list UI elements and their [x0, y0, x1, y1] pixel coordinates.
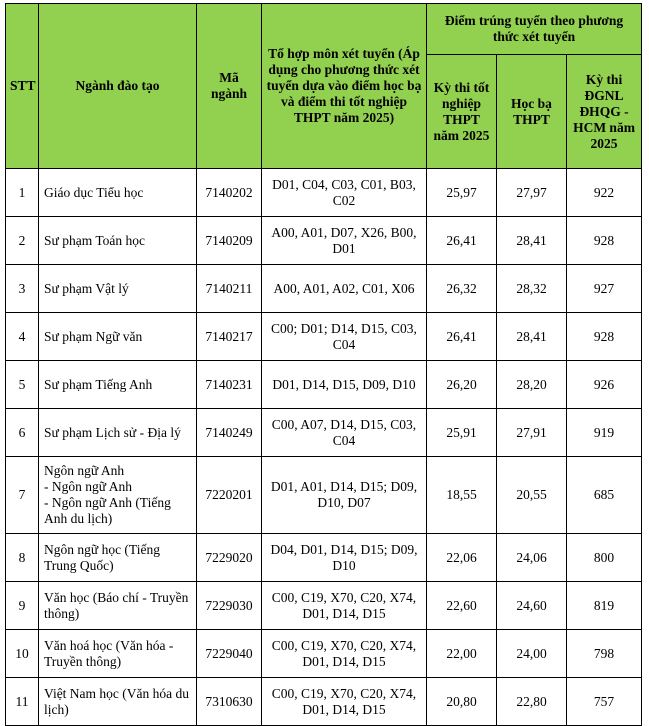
table-row — [6, 169, 642, 217]
cell-major: Việt Nam học (Văn hóa du lịch) — [39, 678, 197, 726]
cell-score-dgnl: 927 — [567, 265, 642, 313]
table-row — [6, 630, 642, 678]
cell-major: Sư phạm Vật lý — [39, 265, 197, 313]
cell-stt: 2 — [6, 217, 39, 265]
cell-combo: C00, C19, X70, C20, X74, D01, D14, D15 — [262, 678, 427, 726]
cell-major: Sư phạm Tiếng Anh — [39, 361, 197, 409]
table-row — [6, 409, 642, 457]
cell-score-thpt: 25,91 — [427, 409, 497, 457]
header-score-dgnl: Kỳ thi ĐGNL ĐHQG - HCM năm 2025 — [567, 55, 642, 169]
cell-score-dgnl: 757 — [567, 678, 642, 726]
table-row — [6, 582, 642, 630]
admission-score-table — [5, 3, 642, 726]
cell-code: 7140217 — [197, 313, 262, 361]
cell-score-hocba: 28,32 — [497, 265, 567, 313]
cell-combo: A00, A01, D07, X26, B00, D01 — [262, 217, 427, 265]
cell-score-hocba: 24,60 — [497, 582, 567, 630]
cell-stt: 4 — [6, 313, 39, 361]
cell-stt: 8 — [6, 534, 39, 582]
cell-code: 7229030 — [197, 582, 262, 630]
cell-combo: D01, A01, D14, D15; D09, D10, D07 — [262, 457, 427, 534]
cell-score-dgnl: 819 — [567, 582, 642, 630]
cell-score-hocba: 24,06 — [497, 534, 567, 582]
table-row — [6, 361, 642, 409]
cell-code: 7140211 — [197, 265, 262, 313]
cell-score-thpt: 26,32 — [427, 265, 497, 313]
cell-score-dgnl: 928 — [567, 217, 642, 265]
table-row — [6, 217, 642, 265]
cell-score-dgnl: 800 — [567, 534, 642, 582]
cell-score-dgnl: 922 — [567, 169, 642, 217]
cell-score-hocba: 24,00 — [497, 630, 567, 678]
cell-combo: C00, C19, X70, C20, X74, D01, D14, D15 — [262, 582, 427, 630]
cell-stt: 6 — [6, 409, 39, 457]
cell-major: Văn hoá học (Văn hóa - Truyền thông) — [39, 630, 197, 678]
cell-score-hocba: 20,55 — [497, 457, 567, 534]
cell-score-hocba: 28,41 — [497, 217, 567, 265]
cell-score-thpt: 26,41 — [427, 217, 497, 265]
cell-stt: 9 — [6, 582, 39, 630]
cell-code: 7310630 — [197, 678, 262, 726]
cell-code: 7140249 — [197, 409, 262, 457]
cell-code: 7140231 — [197, 361, 262, 409]
cell-score-hocba: 28,41 — [497, 313, 567, 361]
header-score-group: Điểm trúng tuyển theo phương thức xét tuyển — [427, 4, 642, 55]
cell-stt: 11 — [6, 678, 39, 726]
cell-stt: 5 — [6, 361, 39, 409]
cell-score-thpt: 20,80 — [427, 678, 497, 726]
cell-score-hocba: 27,91 — [497, 409, 567, 457]
major-line: - Ngôn ngữ Anh (Tiếng Anh du lịch) — [44, 495, 171, 526]
cell-code: 7140202 — [197, 169, 262, 217]
cell-score-dgnl: 798 — [567, 630, 642, 678]
cell-major: Ngôn ngữ học (Tiếng Trung Quốc) — [39, 534, 197, 582]
cell-combo: C00; D01; D14, D15, C03, C04 — [262, 313, 427, 361]
table-row — [6, 313, 642, 361]
cell-score-dgnl: 926 — [567, 361, 642, 409]
cell-stt: 10 — [6, 630, 39, 678]
cell-score-thpt: 26,41 — [427, 313, 497, 361]
cell-score-thpt: 25,97 — [427, 169, 497, 217]
cell-combo: C00, C19, X70, C20, X74, D01, D14, D15 — [262, 630, 427, 678]
admission-score-table-wrapper — [5, 3, 641, 726]
table-row — [6, 534, 642, 582]
cell-major: Văn học (Báo chí - Truyền thông) — [39, 582, 197, 630]
cell-score-dgnl: 928 — [567, 313, 642, 361]
cell-major: Giáo dục Tiểu học — [39, 169, 197, 217]
header-score-thpt: Kỳ thi tốt nghiệp THPT năm 2025 — [427, 55, 497, 169]
cell-score-dgnl: 919 — [567, 409, 642, 457]
cell-combo: D01, D14, D15, D09, D10 — [262, 361, 427, 409]
cell-combo: C00, A07, D14, D15, C03, C04 — [262, 409, 427, 457]
cell-major — [39, 457, 197, 534]
cell-stt: 1 — [6, 169, 39, 217]
cell-stt: 3 — [6, 265, 39, 313]
header-combo: Tổ hợp môn xét tuyển (Áp dụng cho phương thức xét tuyển dựa vào điểm học bạ và điểm thi tốt nghiệp THPT năm 2025) — [262, 4, 427, 169]
cell-score-hocba: 22,80 — [497, 678, 567, 726]
table-row — [6, 678, 642, 726]
cell-score-thpt: 22,60 — [427, 582, 497, 630]
cell-combo: D01, C04, C03, C01, B03, C02 — [262, 169, 427, 217]
cell-stt: 7 — [6, 457, 39, 534]
cell-combo: A00, A01, A02, C01, X06 — [262, 265, 427, 313]
header-score-hocba: Học bạ THPT — [497, 55, 567, 169]
cell-major: Sư phạm Lịch sử - Địa lý — [39, 409, 197, 457]
cell-score-hocba: 28,20 — [497, 361, 567, 409]
cell-code: 7220201 — [197, 457, 262, 534]
table-row — [6, 457, 642, 534]
header-stt: STT — [6, 4, 39, 169]
cell-score-thpt: 26,20 — [427, 361, 497, 409]
header-row-top — [6, 4, 642, 55]
cell-score-thpt: 22,00 — [427, 630, 497, 678]
cell-score-dgnl: 685 — [567, 457, 642, 534]
header-major: Ngành đào tạo — [39, 4, 197, 169]
cell-score-hocba: 27,97 — [497, 169, 567, 217]
cell-combo: D04, D01, D14, D15; D09, D10 — [262, 534, 427, 582]
cell-code: 7140209 — [197, 217, 262, 265]
table-row — [6, 265, 642, 313]
cell-code: 7229020 — [197, 534, 262, 582]
cell-major: Sư phạm Toán học — [39, 217, 197, 265]
major-line: - Ngôn ngữ Anh — [44, 479, 132, 494]
cell-code: 7229040 — [197, 630, 262, 678]
major-line: Ngôn ngữ Anh — [44, 463, 125, 478]
cell-score-thpt: 18,55 — [427, 457, 497, 534]
cell-score-thpt: 22,06 — [427, 534, 497, 582]
header-code: Mã ngành — [197, 4, 262, 169]
cell-major: Sư phạm Ngữ văn — [39, 313, 197, 361]
